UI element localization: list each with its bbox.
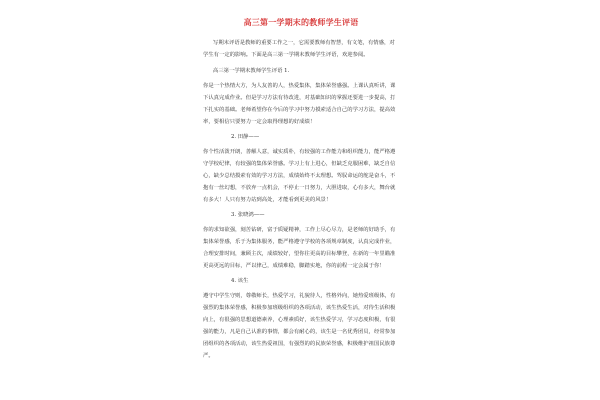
section-body-4: 遵守中学生守则，尊敬师长，热爱学习，礼貌待人，性格外向，她热爱班级体，有强烈的集体荣誉感，积极参加班级组织的各项活动，该生热爱生活，对待生活积极向上，有很强的思想道德素养，心理素质好，该生热爱学习，学习态度积极，有很强的能力，凡是自己认准的事情，都会有耐心的，该生是一名优秀团员，经常参加团组织的各项活动，该生热爱祖国，有强烈的的民族荣誉感，积极维护祖国民族尊严。 — [203, 293, 396, 359]
section-heading-3: 3. 张晓鸿—— — [231, 212, 265, 218]
section-heading-4: 4. 该生 — [231, 278, 249, 284]
section-heading-2: 2. 田静—— — [231, 134, 260, 140]
section-body-2: 你个性活泼开朗，善解人意，诚实质朴，有较强的工作能力和组织能力，能严格遵守学校纪律，有较强的集体荣誉感。学习上有上进心，但缺乏克服困难，缺乏自信心，缺少总结摸索有效的学习方法，成绩始终不太理想。驾驭命运的舵是奋斗，不抱有一丝幻想，不放弃一点机会，不停止一日努力，大胆进取，心有多大，舞台就有多大！人只有努力站到高处，才能看到更美的风景！ — [203, 149, 396, 203]
section-body-1: 你是一个热情大方，为人友善的人，热爱集体，集体荣誉感强。上课认真听讲，课下认真完成作业。但是学习方法有待改进，对基础知识的掌握还要进一步提高，打下扎实的基础。老师希望你在今后的学习中努力摸索适合自己的学习方法，提高效率，要相信只要努力一定会取得理想的好成绩！ — [203, 83, 396, 125]
section-heading-1: 高三第一学期末教师学生评语 1. — [213, 68, 290, 74]
document-title: 高三第一学期末的教师学生评语 — [243, 17, 359, 27]
document-content — [203, 16, 399, 362]
intro-paragraph: 写期末评语是教师的重要工作之一，它需要教师有智慧，有文笔，有情感，对学生有一定的影响。下面是高三第一学期末教师学生评语，欢迎参阅。 — [203, 40, 395, 58]
section-body-3: 你的求知欲强，刻苦钻研，富于质疑精神，工作上尽心尽力，是老师的好助手，有集体荣誉感，乐于为集体服务，能严格遵守学校的各项规章制度，认真完成作业，合理安排时间，兼顾主次，成绩较好，望你往更高的目标攀登，在新的一年里瞄准更高更远的目标，严以律己，成绩难稳，脚踏实地，你的前程一定会属于你！ — [203, 227, 396, 269]
